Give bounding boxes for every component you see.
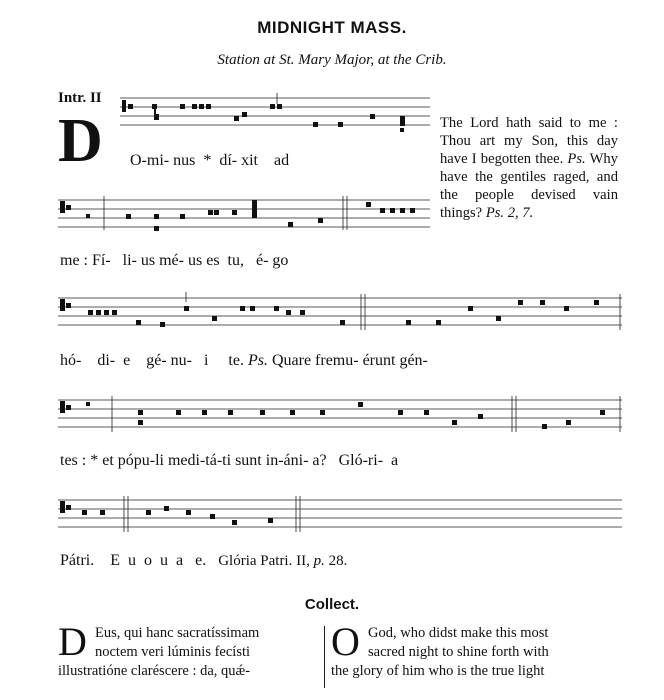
collect-english-line-2: sacred night to shine forth with xyxy=(368,644,549,660)
column-divider xyxy=(324,626,325,688)
lyric-ps-marker: Ps. xyxy=(247,352,268,369)
gloria-ref xyxy=(218,553,347,569)
lyric-line-5 xyxy=(60,552,347,570)
collect-latin-line-3: illustratióne claréscere : da, quǽ- xyxy=(58,663,251,679)
translation-text-b: Why have the gentiles raged, and the people devised vain things? xyxy=(440,151,618,221)
gloria-ref-page: 28. xyxy=(324,553,348,569)
page-subtitle: Station at St. Mary Major, at the Crib. xyxy=(217,52,447,68)
translation-psalm-ref: Ps. 2, 7. xyxy=(485,205,534,221)
translation-ps-marker: Ps. xyxy=(567,151,586,167)
staff-4-neumes xyxy=(60,401,605,429)
gloria-ref-num: II xyxy=(296,553,307,569)
lyric-line-2: me : Fí- li- us mé- us es tu, é- go xyxy=(60,252,289,269)
lyric-line-5-text: Pátri. E u o u a e. xyxy=(60,552,207,569)
collect-heading: Collect. xyxy=(304,596,360,613)
introit-translation xyxy=(440,114,618,222)
staff-5 xyxy=(58,496,622,532)
collect-english-initial: O xyxy=(331,619,360,664)
staff-2 xyxy=(58,196,430,230)
lyric-line-3-text: hó- di- e gé- nu- i te. xyxy=(60,352,244,369)
staff-2-neumes xyxy=(60,200,415,231)
collect-english-line-1: God, who didst make this most xyxy=(368,625,549,641)
gloria-ref-text: Glória Patri. xyxy=(218,553,297,569)
lyric-line-3-rest: Quare fremu- érunt gén- xyxy=(267,352,428,369)
collect-english-line-3: the glory of him who is the true light xyxy=(331,663,545,679)
gloria-ref-p: , p. xyxy=(306,553,325,569)
translation-text-a: The Lord hath said to me : Thou art my Son, this day have I begotten thee. xyxy=(440,115,618,167)
page-title: MIDNIGHT MASS. xyxy=(257,18,407,37)
collect-latin-line-1: Eus, qui hanc sacratíssimam xyxy=(95,625,260,641)
lyric-line-4: tes : * et pópu-li medi-tá-ti sunt in-áni- a? Gló-ri- a xyxy=(60,452,399,469)
collect-latin-text xyxy=(58,624,317,681)
lyric-line-1: O-mi- nus * dí- xit ad xyxy=(130,152,290,169)
staff-5-neumes xyxy=(60,501,273,525)
collect-english-text xyxy=(331,624,622,681)
collect-latin-line-2: noctem veri lúminis fecísti xyxy=(95,644,251,660)
collect-latin-initial: D xyxy=(58,619,87,664)
lyric-line-3 xyxy=(60,352,428,370)
staff-3-neumes xyxy=(60,299,599,327)
introit-label: Intr. II xyxy=(58,90,102,106)
introit-initial: D xyxy=(58,107,103,175)
